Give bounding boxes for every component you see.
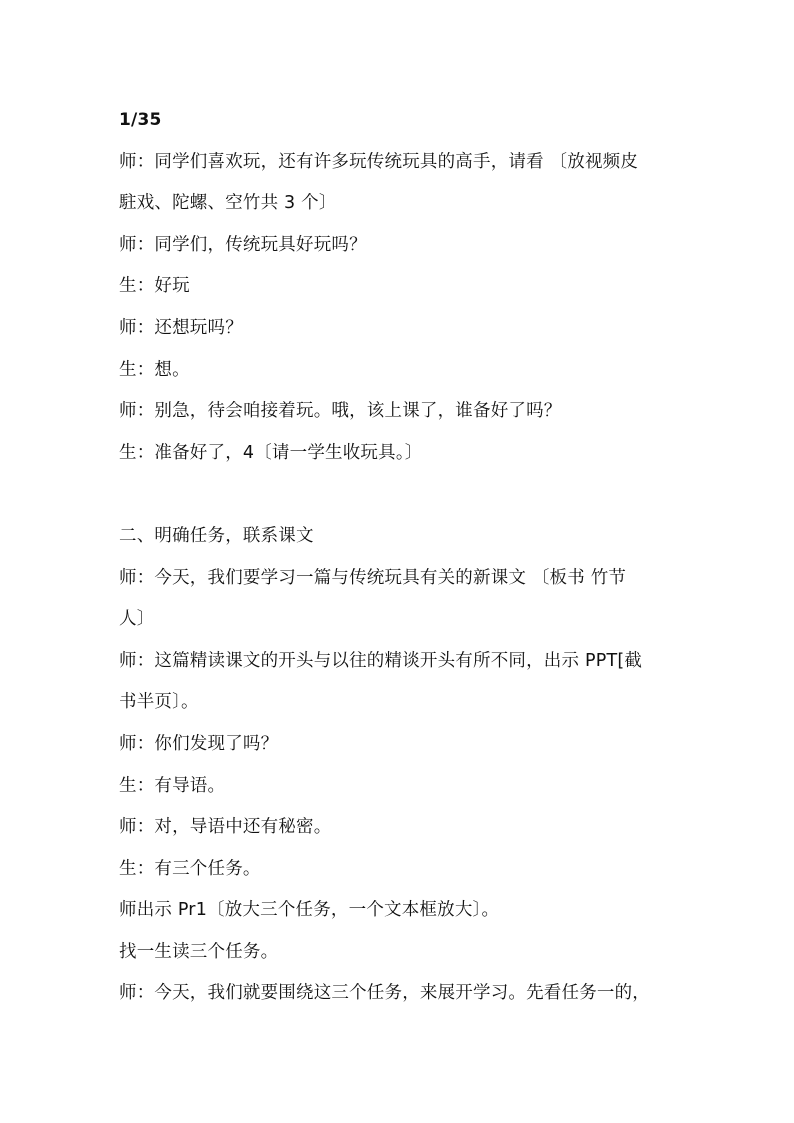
- text-line: 师：这篇精读课文的开头与以往的精谈开头有所不同，出示 PPT[截: [119, 650, 643, 671]
- text-line: 师出示 Pr1〔放大三个任务，一个文本框放大〕。: [119, 900, 500, 921]
- text-line: 生：有三个任务。: [119, 858, 261, 879]
- document-body: [119, 100, 699, 1015]
- text-line: 师：你们发现了吗？: [119, 733, 279, 754]
- section-heading: 二、明确任务，联系课文: [119, 525, 314, 546]
- text-line: 师：同学们喜欢玩，还有许多玩传统玩具的高手，请看 〔放视频皮: [119, 151, 639, 172]
- page-number: 1/35: [119, 110, 162, 130]
- text-line: 生：好玩: [119, 276, 190, 297]
- text-line: 师：还想玩吗？: [119, 317, 243, 338]
- blank-line: [119, 474, 699, 516]
- text-line: 人〕: [119, 609, 155, 630]
- text-line: 师：今天，我们就要围绕这三个任务，来展开学习。先看任务一的，: [119, 983, 650, 1004]
- text-line: 生：有导语。: [119, 775, 226, 796]
- text-line: 生：想。: [119, 359, 190, 380]
- text-line: 駐戏、陀螺、空竹共 3 个〕: [119, 193, 337, 214]
- text-line: 师：今天，我们要学习一篇与传统玩具有关的新课文 〔板书 竹节: [119, 567, 627, 588]
- text-line: 找一生读三个任务。: [119, 941, 279, 962]
- text-line: 生：准备好了，4〔请一学生收玩具。〕: [119, 442, 423, 463]
- text-line: 师：同学们，传统玩具好玩吗？: [119, 234, 367, 255]
- text-line: 师：别急，待会咱接着玩。哦，该上课了，谁备好了吗？: [119, 401, 562, 422]
- text-line: 师：对，导语中还有秘密。: [119, 817, 332, 838]
- text-line: 书半页〕。: [119, 692, 199, 713]
